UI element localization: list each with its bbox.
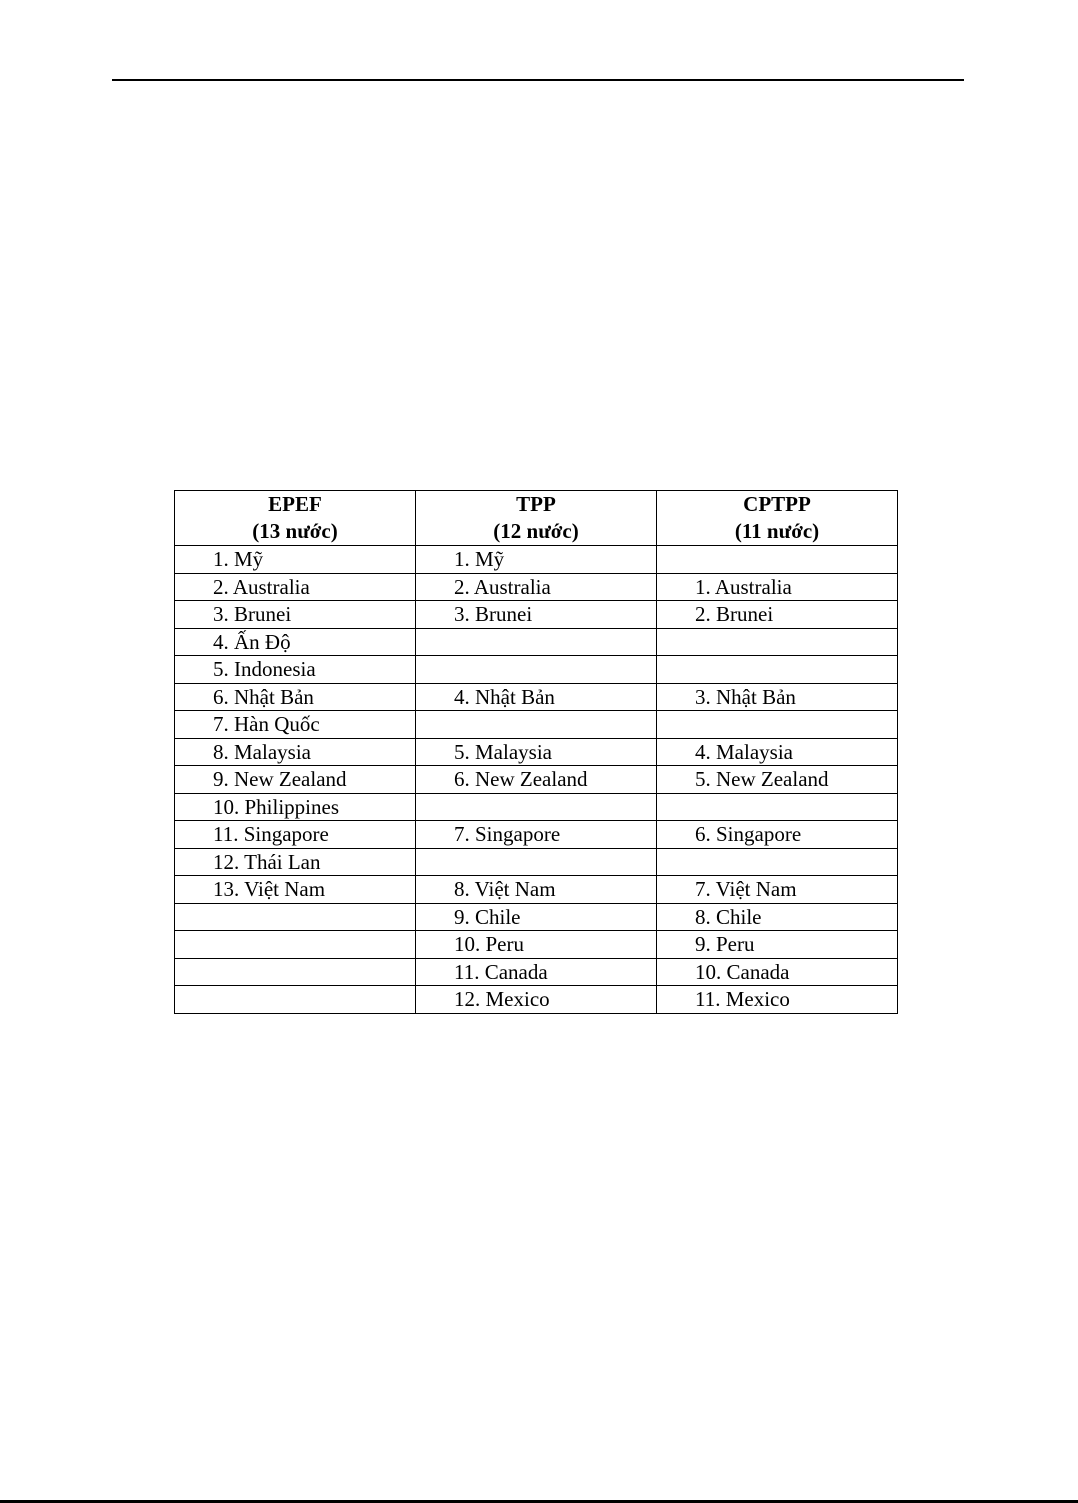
column-header-epef (175, 491, 416, 546)
table-cell: 4. Malaysia (657, 738, 898, 766)
table-cell: 9. Peru (657, 931, 898, 959)
table-row (175, 903, 898, 931)
table-cell: 9. Chile (416, 903, 657, 931)
table-cell: 10. Peru (416, 931, 657, 959)
table-row (175, 546, 898, 574)
table-cell: 4. Nhật Bản (416, 683, 657, 711)
column-count: (13 nước) (252, 519, 338, 543)
table-cell (416, 711, 657, 739)
table-cell (416, 656, 657, 684)
table-cell: 7. Hàn Quốc (175, 711, 416, 739)
table-cell: 10. Philippines (175, 793, 416, 821)
table-cell (657, 628, 898, 656)
table-cell: 8. Việt Nam (416, 876, 657, 904)
table-cell: 1. Australia (657, 573, 898, 601)
table-cell: 8. Malaysia (175, 738, 416, 766)
table-cell (175, 931, 416, 959)
table-cell: 2. Brunei (657, 601, 898, 629)
table-cell: 3. Nhật Bản (657, 683, 898, 711)
column-name: EPEF (268, 492, 322, 516)
table-cell: 6. New Zealand (416, 766, 657, 794)
table-cell: 5. Malaysia (416, 738, 657, 766)
table-row (175, 821, 898, 849)
column-header-cptpp (657, 491, 898, 546)
table-row (175, 601, 898, 629)
table-row (175, 958, 898, 986)
table-row (175, 656, 898, 684)
table-body (175, 546, 898, 1014)
table-cell: 12. Thái Lan (175, 848, 416, 876)
table-cell: 2. Australia (416, 573, 657, 601)
table-header-row (175, 491, 898, 546)
table-row (175, 931, 898, 959)
table-cell: 13. Việt Nam (175, 876, 416, 904)
table-cell (657, 546, 898, 574)
table-cell: 5. New Zealand (657, 766, 898, 794)
table-cell: 7. Việt Nam (657, 876, 898, 904)
table-cell: 3. Brunei (416, 601, 657, 629)
table-cell (416, 848, 657, 876)
table-cell (175, 958, 416, 986)
table-cell: 5. Indonesia (175, 656, 416, 684)
table-cell (657, 656, 898, 684)
table-cell: 2. Australia (175, 573, 416, 601)
table-row (175, 793, 898, 821)
table-cell: 10. Canada (657, 958, 898, 986)
table-cell: 1. Mỹ (416, 546, 657, 574)
table-row (175, 683, 898, 711)
table-cell (175, 903, 416, 931)
table-cell (175, 986, 416, 1014)
column-header-tpp (416, 491, 657, 546)
table-cell: 11. Mexico (657, 986, 898, 1014)
column-count: (12 nước) (493, 519, 579, 543)
table-cell: 1. Mỹ (175, 546, 416, 574)
membership-table (174, 490, 898, 1014)
table-row (175, 738, 898, 766)
table-cell: 6. Nhật Bản (175, 683, 416, 711)
table-cell: 3. Brunei (175, 601, 416, 629)
table-cell (657, 711, 898, 739)
header-rule (112, 79, 964, 81)
table-cell (657, 848, 898, 876)
column-count: (11 nước) (734, 519, 820, 543)
table-cell: 11. Singapore (175, 821, 416, 849)
table-cell: 9. New Zealand (175, 766, 416, 794)
table-cell: 11. Canada (416, 958, 657, 986)
table-row (175, 573, 898, 601)
table-cell (657, 793, 898, 821)
column-name: TPP (516, 492, 556, 516)
table-cell (416, 628, 657, 656)
table-cell: 12. Mexico (416, 986, 657, 1014)
column-name: CPTPP (743, 492, 811, 516)
table-row (175, 711, 898, 739)
table-cell: 4. Ấn Độ (175, 628, 416, 656)
table-cell: 8. Chile (657, 903, 898, 931)
table-row (175, 628, 898, 656)
table-cell: 7. Singapore (416, 821, 657, 849)
table-row (175, 986, 898, 1014)
table-row (175, 848, 898, 876)
table-cell: 6. Singapore (657, 821, 898, 849)
table-row (175, 876, 898, 904)
table-cell (416, 793, 657, 821)
table-row (175, 766, 898, 794)
